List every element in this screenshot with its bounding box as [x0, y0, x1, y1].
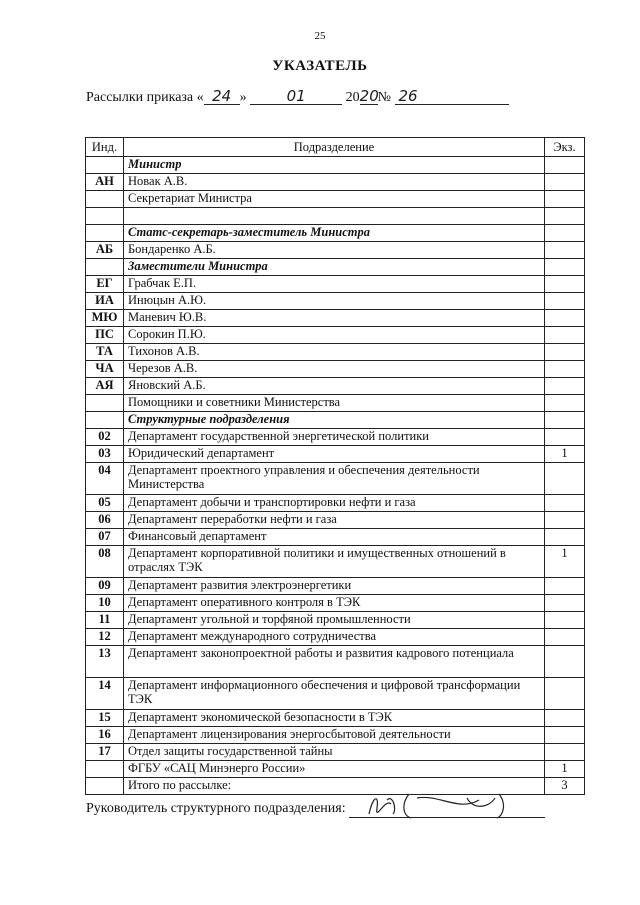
- row-qty: 1: [545, 761, 585, 778]
- table-row: [86, 327, 585, 344]
- row-code: ЧА: [86, 361, 124, 378]
- table-row: [86, 646, 585, 678]
- row-unit: Бондаренко А.Б.: [124, 242, 545, 259]
- page-number: 25: [314, 30, 326, 42]
- table-row: [86, 744, 585, 761]
- row-unit: Департамент законопроектной работы и развития кадрового потенциала: [124, 646, 545, 678]
- distribution-table: [85, 137, 585, 795]
- row-code: 04: [86, 463, 124, 495]
- row-qty: [545, 512, 585, 529]
- table-row: [86, 276, 585, 293]
- row-qty: [545, 710, 585, 727]
- footer-label: Руководитель структурного подразделения:: [86, 801, 346, 816]
- row-unit: Финансовый департамент: [124, 529, 545, 546]
- row-code: [86, 225, 124, 242]
- row-qty: [545, 529, 585, 546]
- row-unit: Департамент угольной и торфяной промышленности: [124, 612, 545, 629]
- table-row: [86, 512, 585, 529]
- row-qty: [545, 174, 585, 191]
- row-qty: [545, 629, 585, 646]
- row-code: АБ: [86, 242, 124, 259]
- table-row: [86, 495, 585, 512]
- row-unit: Секретариат Министра: [124, 191, 545, 208]
- row-qty: [545, 157, 585, 174]
- row-unit: Департамент экономической безопасности в ТЭК: [124, 710, 545, 727]
- row-qty: [545, 259, 585, 276]
- row-unit: Черезов А.В.: [124, 361, 545, 378]
- row-code: 10: [86, 595, 124, 612]
- row-qty: [545, 463, 585, 495]
- row-unit: [124, 208, 545, 225]
- row-unit: Департамент переработки нефти и газа: [124, 512, 545, 529]
- distribution-mid: »: [239, 90, 247, 105]
- row-code: 16: [86, 727, 124, 744]
- row-qty: [545, 276, 585, 293]
- table-row: [86, 395, 585, 412]
- row-qty: [545, 208, 585, 225]
- table-row: [86, 174, 585, 191]
- row-code: [86, 778, 124, 795]
- row-unit: Инюцын А.Ю.: [124, 293, 545, 310]
- row-qty: [545, 310, 585, 327]
- handwritten-order-number: 26: [395, 88, 509, 105]
- row-unit: Маневич Ю.В.: [124, 310, 545, 327]
- row-code: 03: [86, 446, 124, 463]
- signature-scribble-icon: [349, 790, 545, 820]
- table-row: [86, 629, 585, 646]
- row-unit: Департамент развития электроэнергетики: [124, 578, 545, 595]
- row-code: 05: [86, 495, 124, 512]
- row-qty: [545, 378, 585, 395]
- row-code: [86, 259, 124, 276]
- row-qty: [545, 495, 585, 512]
- row-unit: Яновский А.Б.: [124, 378, 545, 395]
- row-qty: [545, 361, 585, 378]
- section-heading: Структурные подразделения: [124, 412, 545, 429]
- table-row: [86, 612, 585, 629]
- row-qty: [545, 191, 585, 208]
- row-code: ЕГ: [86, 276, 124, 293]
- row-code: ТА: [86, 344, 124, 361]
- row-qty: [545, 412, 585, 429]
- table-row: [86, 446, 585, 463]
- row-code: 02: [86, 429, 124, 446]
- table-row: [86, 727, 585, 744]
- row-code: 13: [86, 646, 124, 678]
- row-code: ПС: [86, 327, 124, 344]
- header-code: Инд.: [86, 138, 124, 157]
- table-row: [86, 378, 585, 395]
- row-qty: [545, 242, 585, 259]
- distribution-line: [86, 88, 476, 106]
- header-qty: Экз.: [545, 138, 585, 157]
- row-code: 09: [86, 578, 124, 595]
- row-unit: Департамент проектного управления и обеспечения деятельности Министерства: [124, 463, 545, 495]
- table-row: [86, 157, 585, 174]
- row-code: [86, 395, 124, 412]
- row-unit: Департамент информационного обеспечения и цифровой трансформации ТЭК: [124, 678, 545, 710]
- row-unit: Департамент добычи и транспортировки нефти и газа: [124, 495, 545, 512]
- table-row: [86, 595, 585, 612]
- signature: [349, 796, 545, 818]
- handwritten-year: 20: [359, 87, 379, 105]
- row-qty: [545, 293, 585, 310]
- row-code: 06: [86, 512, 124, 529]
- row-code: [86, 157, 124, 174]
- row-qty: [545, 225, 585, 242]
- table-row: [86, 529, 585, 546]
- row-code: [86, 412, 124, 429]
- row-unit: Помощники и советники Министерства: [124, 395, 545, 412]
- table-row: [86, 293, 585, 310]
- row-qty: 3: [545, 778, 585, 795]
- row-qty: [545, 595, 585, 612]
- table-row: [86, 344, 585, 361]
- row-qty: 1: [545, 546, 585, 578]
- table-row: [86, 242, 585, 259]
- row-unit: Юридический департамент: [124, 446, 545, 463]
- table-row: [86, 259, 585, 276]
- row-qty: [545, 612, 585, 629]
- row-qty: [545, 744, 585, 761]
- section-heading: Статс-секретарь-заместитель Министра: [124, 225, 545, 242]
- row-code: 08: [86, 546, 124, 578]
- table-row: [86, 412, 585, 429]
- row-unit: Департамент государственной энергетической политики: [124, 429, 545, 446]
- section-heading: Министр: [124, 157, 545, 174]
- header-unit: Подразделение: [124, 138, 545, 157]
- distribution-prefix: Рассылки приказа «: [86, 90, 204, 105]
- row-code: ИА: [86, 293, 124, 310]
- row-code: [86, 761, 124, 778]
- row-qty: [545, 395, 585, 412]
- table-row: [86, 710, 585, 727]
- handwritten-month: 01: [250, 88, 342, 105]
- row-code: 17: [86, 744, 124, 761]
- row-code: 07: [86, 529, 124, 546]
- document-title: УКАЗАТЕЛЬ: [272, 58, 368, 74]
- row-qty: [545, 578, 585, 595]
- row-code: [86, 208, 124, 225]
- row-qty: [545, 344, 585, 361]
- table-row: [86, 761, 585, 778]
- row-code: 12: [86, 629, 124, 646]
- table-row: [86, 361, 585, 378]
- row-code: АЯ: [86, 378, 124, 395]
- row-code: 14: [86, 678, 124, 710]
- table-row: [86, 678, 585, 710]
- row-qty: [545, 678, 585, 710]
- row-qty: [545, 327, 585, 344]
- row-unit: Грабчак Е.П.: [124, 276, 545, 293]
- row-unit: Департамент оперативного контроля в ТЭК: [124, 595, 545, 612]
- section-heading: Заместители Министра: [124, 259, 545, 276]
- number-label: №: [377, 90, 392, 105]
- row-code: МЮ: [86, 310, 124, 327]
- handwritten-day: 24: [204, 88, 240, 105]
- row-code: 15: [86, 710, 124, 727]
- table-row: [86, 310, 585, 327]
- row-qty: 1: [545, 446, 585, 463]
- table-row: [86, 463, 585, 495]
- row-unit: Отдел защиты государственной тайны: [124, 744, 545, 761]
- row-code: АН: [86, 174, 124, 191]
- row-unit: Департамент корпоративной политики и имущественных отношений в отраслях ТЭК: [124, 546, 545, 578]
- row-unit: Тихонов А.В.: [124, 344, 545, 361]
- footer: [86, 796, 566, 818]
- row-unit: ФГБУ «САЦ Минэнерго России»: [124, 761, 545, 778]
- row-qty: [545, 727, 585, 744]
- row-code: [86, 191, 124, 208]
- row-unit: Департамент международного сотрудничества: [124, 629, 545, 646]
- table-row: [86, 191, 585, 208]
- table-row: [86, 546, 585, 578]
- table-row: [86, 429, 585, 446]
- row-qty: [545, 429, 585, 446]
- row-qty: [545, 646, 585, 678]
- table-row: [86, 578, 585, 595]
- year-prefix: 20: [345, 90, 360, 105]
- table-row: [86, 225, 585, 242]
- table-row: [86, 208, 585, 225]
- row-unit: Итого по рассылке:: [124, 778, 545, 795]
- row-code: 11: [86, 612, 124, 629]
- row-unit: Сорокин П.Ю.: [124, 327, 545, 344]
- row-unit: Департамент лицензирования энергосбытовой деятельности: [124, 727, 545, 744]
- row-unit: Новак А.В.: [124, 174, 545, 191]
